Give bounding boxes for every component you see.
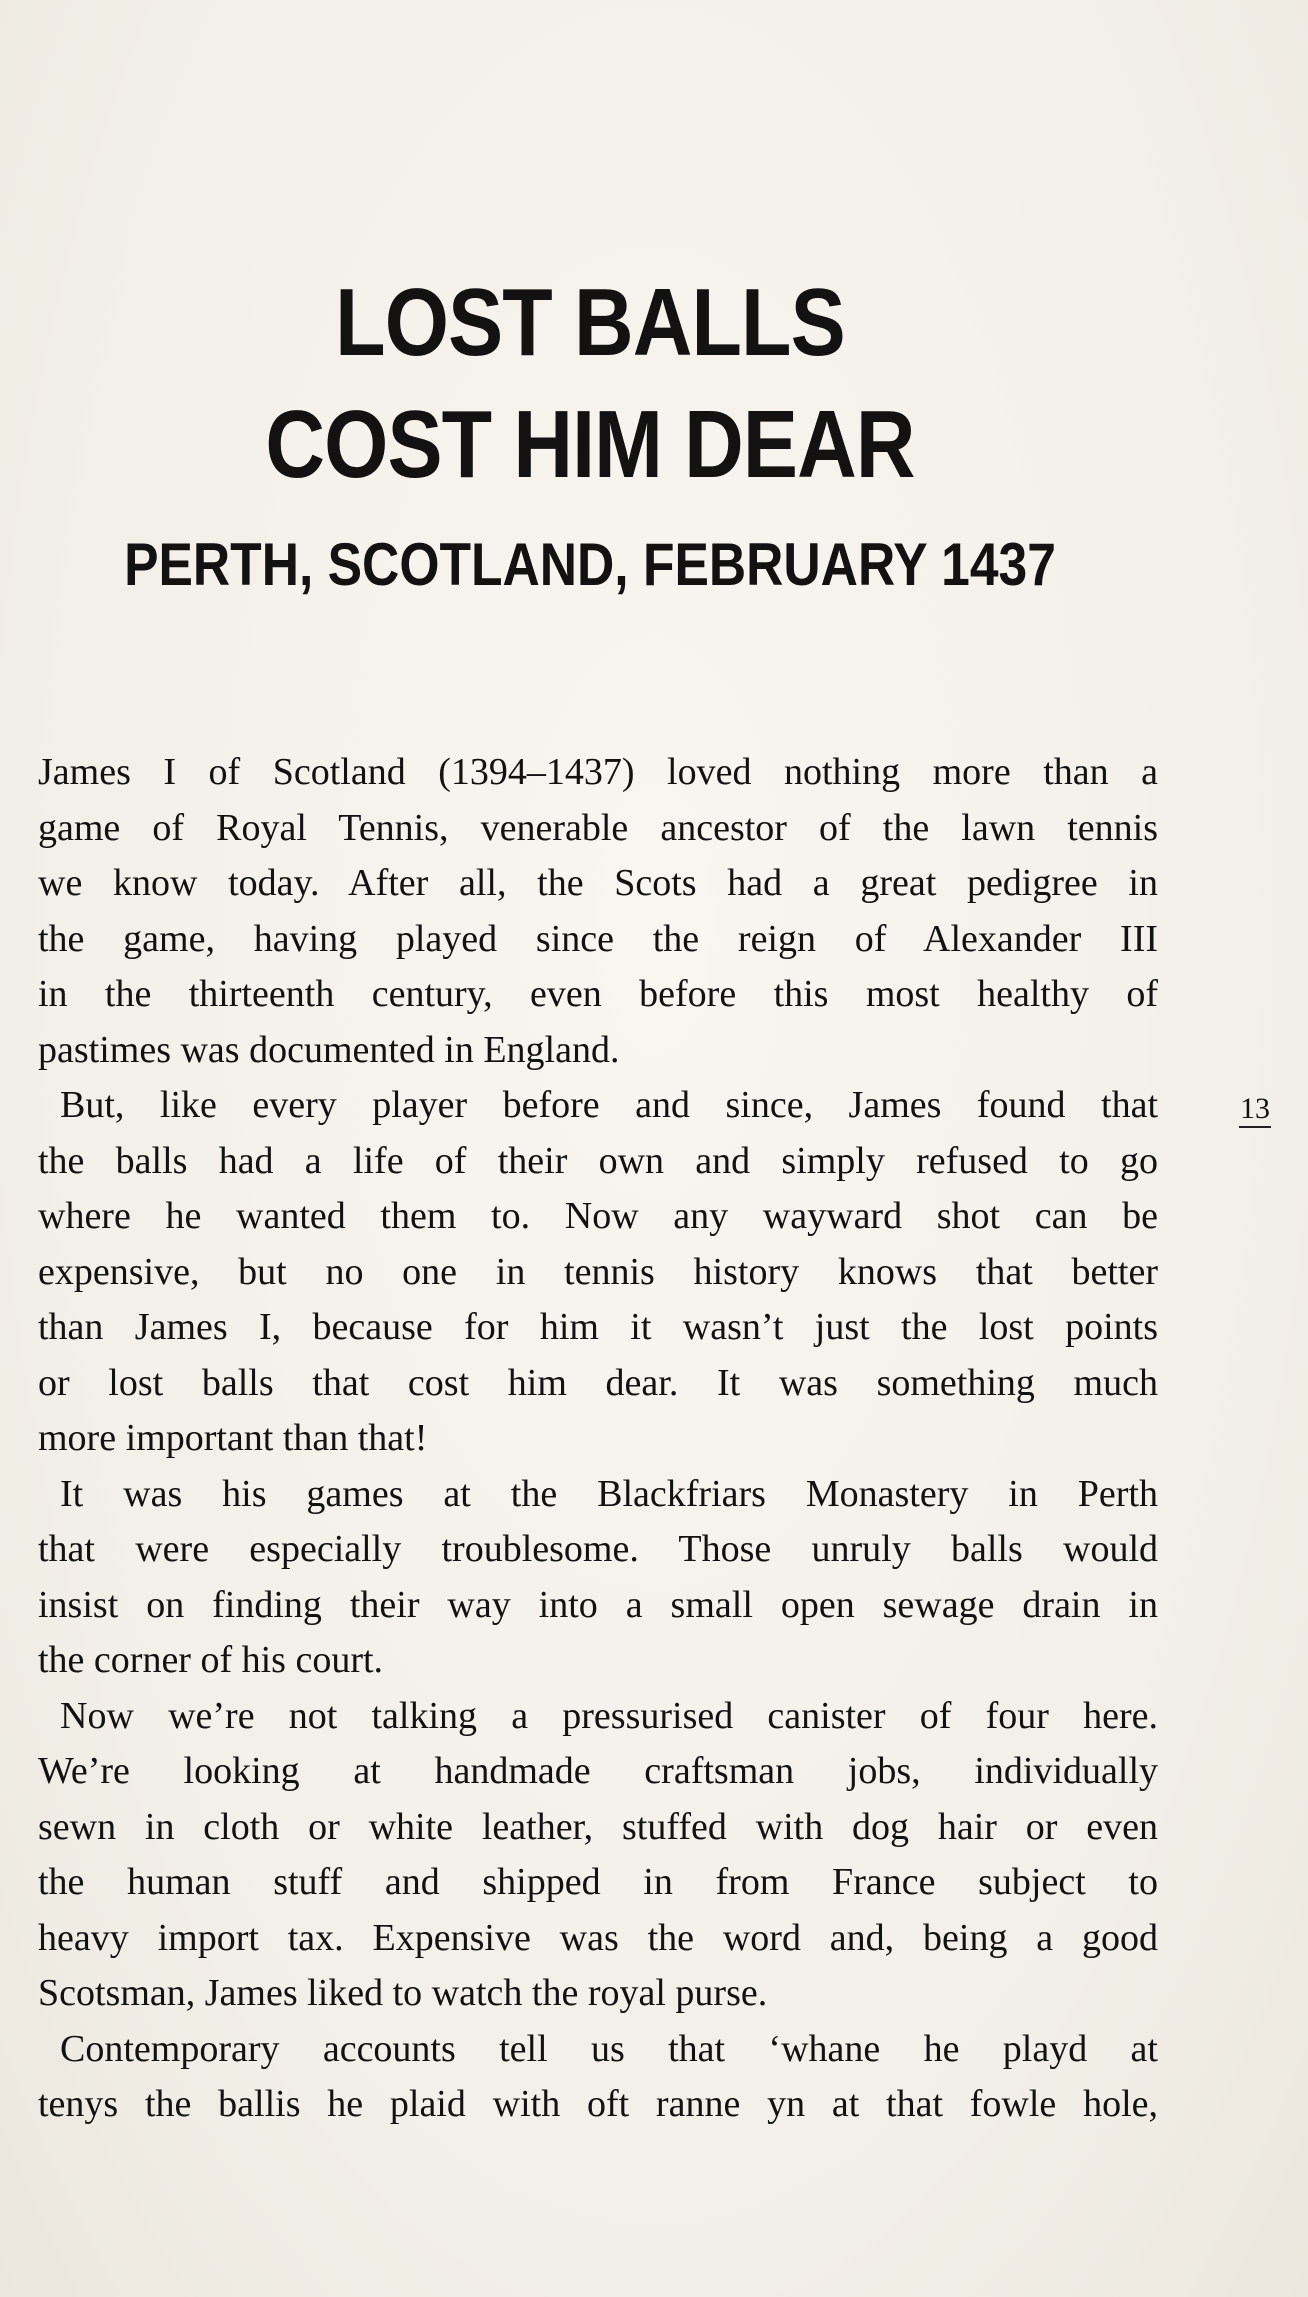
- text-line: But, like every player before and since, James found that: [60, 1084, 1158, 1126]
- text-line: the game, having played since the reign of Alexander III: [38, 917, 1158, 960]
- text-line: We’re looking at handmade craftsman jobs, individually: [38, 1750, 1158, 1792]
- text-line: insist on finding their way into a small open sewage drain in: [38, 1583, 1158, 1626]
- paragraph-5: [38, 2022, 1158, 2078]
- chapter-title-line-1: LOST BALLS: [335, 269, 845, 376]
- paragraph-5-continued: [38, 2077, 1158, 2133]
- chapter-title: [83, 262, 1098, 506]
- paragraph-4-continued: [38, 1744, 1158, 2022]
- text-line: Contemporary accounts tell us that ‘whane he playd at: [60, 2027, 1158, 2070]
- text-line: that were especially troublesome. Those unruly balls would: [38, 1528, 1158, 1570]
- paragraph-3: [38, 1467, 1158, 1523]
- text-line: the corner of his court.: [38, 1639, 384, 1681]
- text-line: It was his games at the Blackfriars Monastery in Perth: [60, 1472, 1158, 1515]
- text-line: or lost balls that cost him dear. It was something much: [38, 1361, 1158, 1404]
- text-line: the human stuff and shipped in from France subject to: [38, 1861, 1158, 1903]
- chapter-title-line-2: COST HIM DEAR: [265, 391, 915, 498]
- text-line: pastimes was documented in England.: [38, 1028, 620, 1071]
- text-line: more important than that!: [38, 1417, 428, 1459]
- text-line: in the thirteenth century, even before this most healthy of: [38, 973, 1158, 1015]
- paragraph-3-continued: [38, 1522, 1158, 1689]
- paragraph-1: [38, 745, 1158, 1078]
- text-line: heavy import tax. Expensive was the word and, being a good: [38, 1916, 1158, 1959]
- text-line: game of Royal Tennis, venerable ancestor of the lawn tennis: [38, 806, 1158, 849]
- chapter-subtitle: PERTH, SCOTLAND, FEBRUARY 1437: [124, 531, 1056, 598]
- paragraph-2: [38, 1078, 1158, 1134]
- text-line: sewn in cloth or white leather, stuffed with dog hair or even: [38, 1805, 1158, 1848]
- text-line: expensive, but no one in tennis history knows that better: [38, 1250, 1158, 1293]
- page-number: 13: [1239, 1092, 1271, 1128]
- text-line: James I of Scotland (1394–1437) loved nothing more than a: [38, 751, 1158, 793]
- text-line: we know today. After all, the Scots had a great pedigree in: [38, 862, 1158, 904]
- text-line: the balls had a life of their own and simply refused to go: [38, 1139, 1158, 1182]
- text-line: tenys the ballis he plaid with oft ranne yn at that fowle hole,: [38, 2083, 1158, 2125]
- text-line: where he wanted them to. Now any wayward shot can be: [38, 1195, 1158, 1237]
- paragraph-4: [38, 1689, 1158, 1745]
- text-line: Scotsman, James liked to watch the royal purse.: [38, 1972, 768, 2014]
- text-line: than James I, because for him it wasn’t just the lost points: [38, 1306, 1158, 1348]
- paragraph-2-continued: [38, 1134, 1158, 1467]
- body-text: [38, 745, 1158, 2133]
- text-line: Now we’re not talking a pressurised canister of four here.: [60, 1694, 1158, 1737]
